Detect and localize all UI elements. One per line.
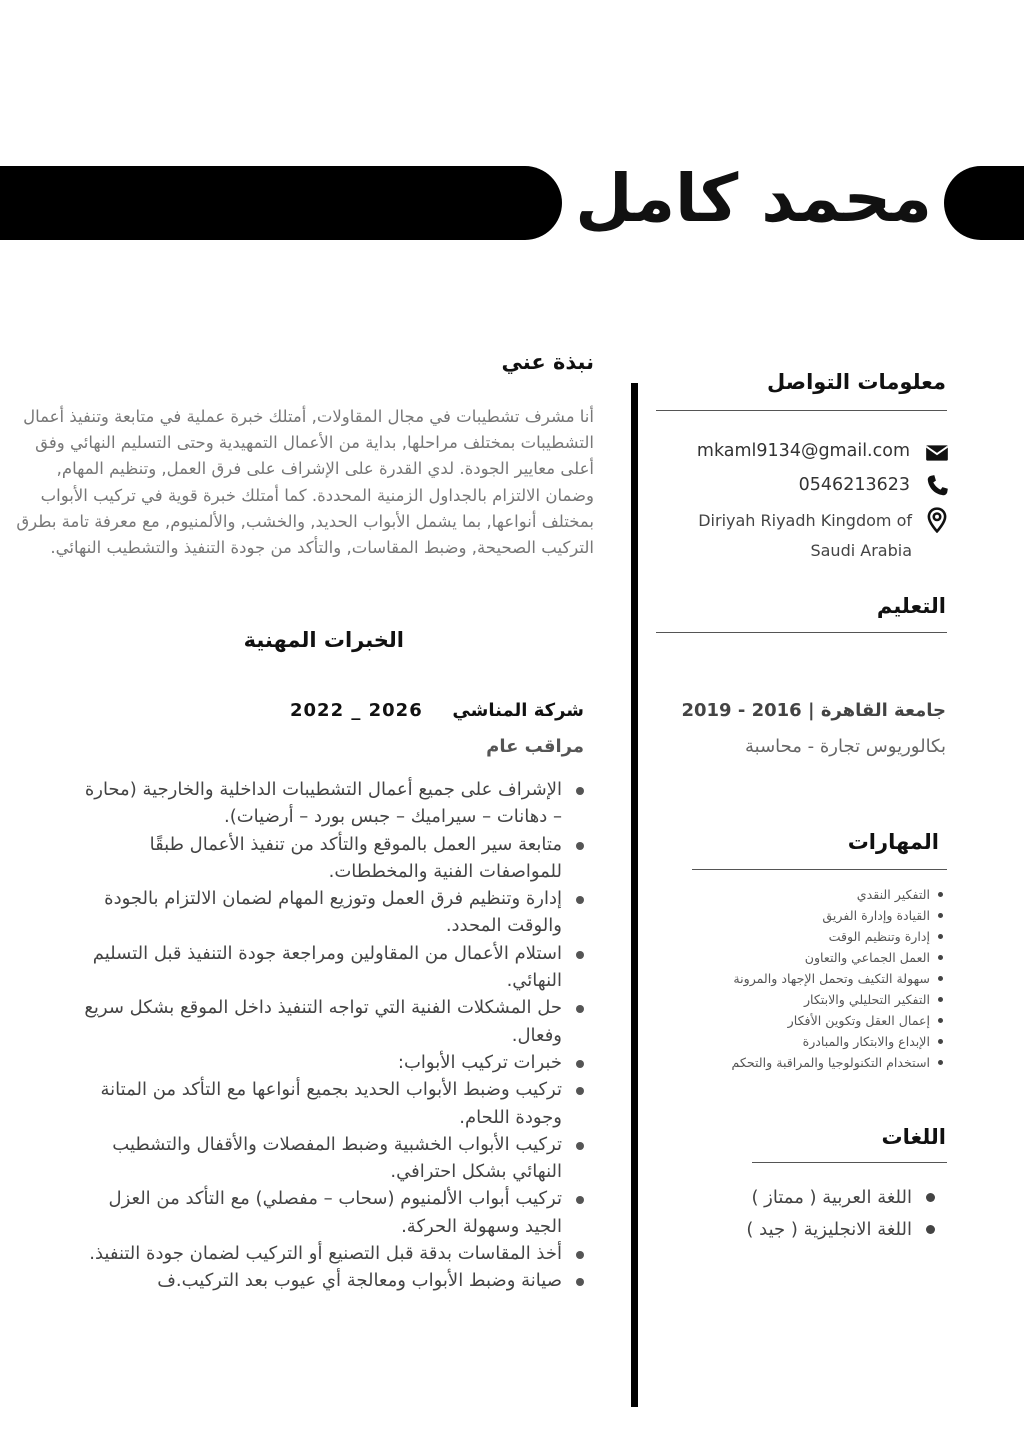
- list-item: استلام الأعمال من المقاولين ومراجعة جودة التنفيذ قبل التسليم النهائي.: [82, 940, 562, 995]
- divider: [656, 410, 947, 411]
- about-title: نبذة عني: [501, 350, 594, 374]
- company-name: شركة المناشي: [452, 700, 584, 721]
- email-link[interactable]: mkaml9134@gmail.com: [696, 441, 910, 461]
- candidate-name: محمد كامل: [575, 160, 932, 237]
- address-line-2: Saudi Arabia: [810, 541, 912, 560]
- list-item: إدارة وتنظيم الوقت: [730, 926, 930, 947]
- list-item: الإشراف على جميع أعمال التشطيبات الداخلية والخارجية (محارة – دهانات – سيراميك – جبس بورد – أرضيات).: [82, 776, 562, 831]
- phone-number[interactable]: 0546213623: [798, 475, 910, 495]
- list-item: تركيب أبواب الألمنيوم (سحاب – مفصلي) مع التأكد من العزل الجيد وسهولة الحركة.: [82, 1185, 562, 1240]
- experience-list: [82, 776, 586, 1295]
- address-line-1: Diriyah Riyadh Kingdom of: [698, 511, 912, 530]
- experience-years: 2022 _ 2026: [290, 700, 423, 721]
- contact-title: معلومات التواصل: [767, 370, 946, 394]
- divider: [752, 1162, 947, 1163]
- phone-icon: [924, 473, 950, 499]
- divider: [692, 869, 947, 870]
- list-item: تركيب وضبط الأبواب الحديد بجميع أنواعها مع التأكد من المتانة وجودة اللحام.: [82, 1076, 562, 1131]
- list-item: تركيب الأبواب الخشبية وضبط المفصلات والأقفال والتشطيب النهائي بشكل احترافي.: [82, 1131, 562, 1186]
- column-divider: [631, 383, 638, 1407]
- list-item: متابعة سير العمل بالموقع والتأكد من تنفيذ الأعمال طبقًا للمواصفات الفنية والمخططات.: [82, 831, 562, 886]
- experience-title: الخبرات المهنية: [243, 628, 404, 652]
- header-bar-right: [944, 166, 1024, 240]
- list-item: اللغة الانجليزية ( جيد ): [652, 1214, 912, 1246]
- list-item: اللغة العربية ( ممتاز ): [652, 1182, 912, 1214]
- skills-list: [730, 884, 944, 1073]
- list-item: إعمال العقل وتكوين الأفكار: [730, 1010, 930, 1031]
- location-pin-icon: [924, 507, 950, 533]
- job-role: مراقب عام: [486, 736, 584, 757]
- list-item: سهولة التكيف وتحمل الإجهاد والمرونة: [730, 968, 930, 989]
- skills-title: المهارات: [847, 830, 939, 854]
- list-item: التفكير التحليلي والابتكار: [730, 989, 930, 1010]
- list-item: خبرات تركيب الأبواب:: [82, 1049, 562, 1076]
- envelope-icon: [924, 440, 950, 466]
- list-item: أخذ المقاسات بدقة قبل التصنيع أو التركيب لضمان جودة التنفيذ.: [82, 1240, 562, 1267]
- list-item: الإبداع والابتكار والمبادرة: [730, 1031, 930, 1052]
- education-title: التعليم: [876, 594, 946, 618]
- list-item: استخدام التكنولوجيا والمراقبة والتحكم: [730, 1052, 930, 1073]
- languages-title: اللغات: [881, 1125, 946, 1149]
- languages-list: [652, 1182, 936, 1246]
- university-line: جامعة القاهرة | 2016 - 2019: [681, 700, 946, 721]
- header-bar-left: [0, 166, 562, 240]
- list-item: العمل الجماعي والتعاون: [730, 947, 930, 968]
- degree: بكالوريوس تجارة - محاسبة: [745, 736, 946, 757]
- divider: [656, 632, 947, 633]
- about-text: أنا مشرف تشطيبات في مجال المقاولات, أمتلك خبرة عملية في متابعة وتنفيذ أعمال التشطيبات بمختلف مراحلها, بداية من الأعمال التمهيدية وحتى التسليم النهائي وفق أعلى معايير الجودة. لدي القدرة على الإشراف على فرق العمل, وتنظيم المهام, وضمان الالتزام بالجداول الزمنية المحددة. كما أمتلك خبرة قوية في تركيب الأبواب بمختلف أنواعها, بما يشمل الأبواب الحديد, والخشب, والألمنيوم, مع معرفة تامة بطرق التركيب الصحيحة, وضبط المقاسات, والتأكد من جودة التنفيذ والتشطيب النهائي.: [16, 407, 594, 558]
- list-item: صيانة وضبط الأبواب ومعالجة أي عيوب بعد التركيب.ف: [82, 1267, 562, 1294]
- list-item: التفكير النقدي: [730, 884, 930, 905]
- list-item: حل المشكلات الفنية التي تواجه التنفيذ داخل الموقع بشكل سريع وفعال.: [82, 994, 562, 1049]
- list-item: القيادة وإدارة الفريق: [730, 905, 930, 926]
- list-item: إدارة وتنظيم فرق العمل وتوزيع المهام لضمان الالتزام بالجودة والوقت المحدد.: [82, 885, 562, 940]
